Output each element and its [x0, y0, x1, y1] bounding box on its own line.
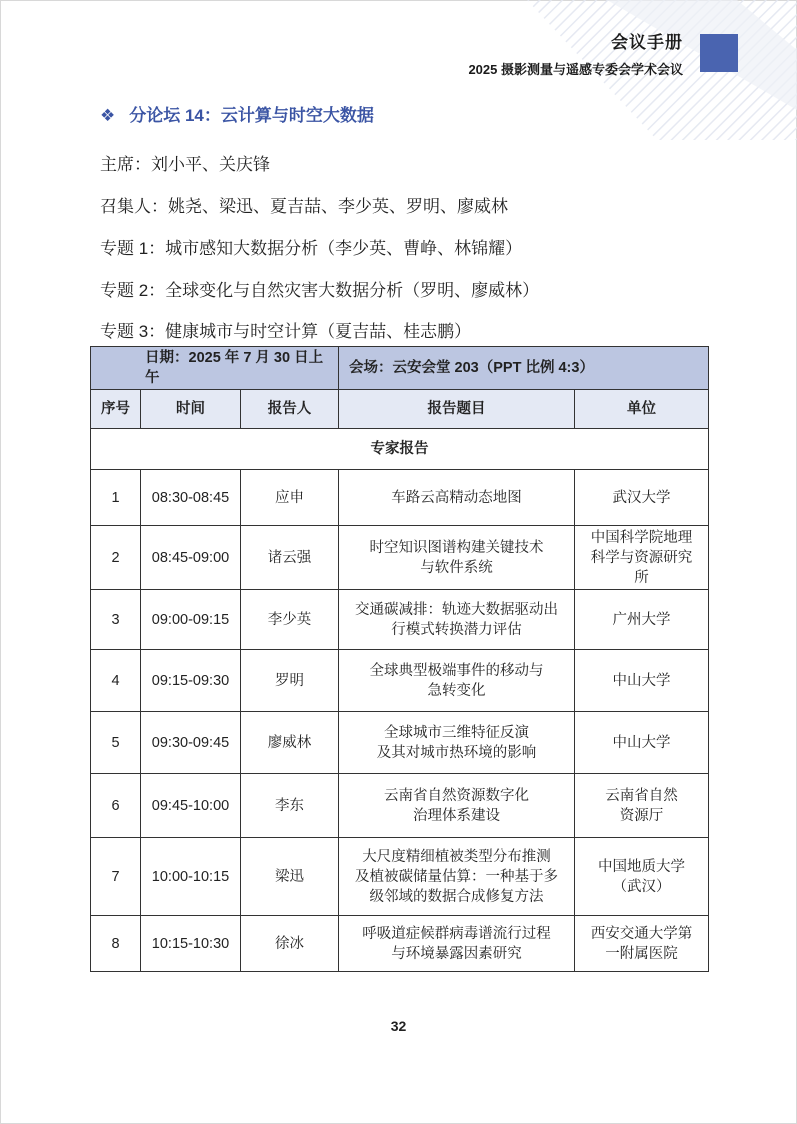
row-unit-line: 武汉大学 — [612, 489, 671, 506]
row-title-line: 级邻域的数据合成修复方法 — [369, 888, 544, 905]
topic-1-line: 专题 1：城市感知大数据分析（李少英、曹峥、林锦耀） — [100, 239, 523, 258]
schedule-body — [91, 470, 709, 972]
table-header-row — [91, 390, 709, 429]
row-unit-line: 一附属医院 — [605, 945, 678, 962]
row-title — [339, 774, 575, 838]
header-title: 报告题目 — [339, 390, 575, 429]
table-row — [91, 838, 709, 916]
row-speaker: 梁迅 — [241, 838, 339, 916]
row-time: 09:30-09:45 — [141, 712, 241, 774]
row-number: 3 — [91, 590, 141, 650]
row-unit — [575, 526, 709, 590]
table-row — [91, 712, 709, 774]
row-number: 7 — [91, 838, 141, 916]
row-time: 09:00-09:15 — [141, 590, 241, 650]
row-time: 09:15-09:30 — [141, 650, 241, 712]
row-title-line: 车路云高精动态地图 — [391, 489, 522, 506]
row-title-line: 全球典型极端事件的移动与 — [369, 662, 544, 679]
row-title-line: 及植被碳储量估算：一种基于多 — [355, 868, 559, 885]
forum-title — [100, 101, 374, 126]
row-title-line: 行模式转换潜力评估 — [391, 621, 522, 638]
row-time: 10:15-10:30 — [141, 916, 241, 972]
section-label: 专家报告 — [91, 429, 709, 470]
row-number: 2 — [91, 526, 141, 590]
table-row — [91, 470, 709, 526]
row-number: 1 — [91, 470, 141, 526]
row-unit — [575, 590, 709, 650]
row-speaker: 应申 — [241, 470, 339, 526]
header-no: 序号 — [91, 390, 141, 429]
row-number: 6 — [91, 774, 141, 838]
row-speaker: 李东 — [241, 774, 339, 838]
row-unit-line: 中山大学 — [612, 672, 671, 689]
page-number: 32 — [390, 1018, 407, 1034]
row-number: 5 — [91, 712, 141, 774]
diamond-icon: ❖ — [100, 106, 116, 125]
row-speaker: 李少英 — [241, 590, 339, 650]
row-title — [339, 470, 575, 526]
row-title-line: 及其对城市热环境的影响 — [376, 744, 537, 761]
row-unit — [575, 916, 709, 972]
row-unit — [575, 650, 709, 712]
row-unit-line: 中山大学 — [612, 734, 671, 751]
row-unit — [575, 470, 709, 526]
table-row — [91, 590, 709, 650]
row-unit-line: 中国地质大学 — [598, 858, 686, 875]
row-title — [339, 712, 575, 774]
row-title-line: 交通碳减排：轨迹大数据驱动出 — [355, 601, 559, 618]
row-title-line: 大尺度精细植被类型分布推测 — [362, 848, 551, 865]
row-title — [339, 590, 575, 650]
row-title — [339, 916, 575, 972]
row-title-line: 全球城市三维特征反演 — [384, 724, 530, 741]
row-title — [339, 526, 575, 590]
row-number: 8 — [91, 916, 141, 972]
table-row — [91, 916, 709, 972]
row-speaker: 诸云强 — [241, 526, 339, 590]
row-unit-line: 科学与资源研究 — [590, 549, 693, 566]
row-title-line: 时空知识图谱构建关键技术 — [369, 539, 544, 556]
session-date: 日期：2025 年 7 月 30 日上午 — [91, 347, 339, 390]
header-unit: 单位 — [575, 390, 709, 429]
row-title — [339, 838, 575, 916]
row-title-line: 呼吸道症候群病毒谱流行过程 — [362, 925, 551, 942]
row-unit-line: 云南省自然 — [605, 787, 678, 804]
row-speaker: 徐冰 — [241, 916, 339, 972]
row-number: 4 — [91, 650, 141, 712]
row-title-line: 与软件系统 — [420, 559, 493, 576]
section-row — [91, 429, 709, 470]
header-time: 时间 — [141, 390, 241, 429]
row-unit-line: 所 — [634, 569, 649, 586]
conveners-line: 召集人：姚尧、梁迅、夏吉喆、李少英、罗明、廖威林 — [100, 197, 508, 216]
table-row — [91, 526, 709, 590]
header-title: 会议手册 — [611, 33, 683, 52]
logo-square — [700, 34, 738, 72]
row-title — [339, 650, 575, 712]
table-row — [91, 650, 709, 712]
row-title-line: 治理体系建设 — [413, 807, 501, 824]
row-time: 09:45-10:00 — [141, 774, 241, 838]
row-time: 08:30-08:45 — [141, 470, 241, 526]
row-speaker: 罗明 — [241, 650, 339, 712]
row-speaker: 廖威林 — [241, 712, 339, 774]
row-unit-line: 资源厅 — [619, 807, 664, 824]
schedule-table — [90, 346, 709, 972]
row-title-line: 与环境暴露因素研究 — [391, 945, 522, 962]
row-unit-line: 西安交通大学第 — [590, 925, 693, 942]
row-unit — [575, 774, 709, 838]
forum-title-text: 分论坛 14：云计算与时空大数据 — [129, 106, 374, 125]
table-meta-row — [91, 347, 709, 390]
row-unit — [575, 712, 709, 774]
topic-3-line: 专题 3：健康城市与时空计算（夏吉喆、桂志鹏） — [100, 322, 472, 341]
table-row — [91, 774, 709, 838]
row-title-line: 急转变化 — [427, 682, 486, 699]
header-subtitle: 2025 摄影测量与遥感专委会学术会议 — [468, 62, 683, 77]
topic-2-line: 专题 2：全球变化与自然灾害大数据分析（罗明、廖威林） — [100, 281, 540, 300]
row-time: 10:00-10:15 — [141, 838, 241, 916]
chair-line: 主席：刘小平、关庆锋 — [100, 155, 270, 174]
session-venue: 会场：云安会堂 203（PPT 比例 4:3） — [339, 347, 709, 390]
header-speaker: 报告人 — [241, 390, 339, 429]
row-title-line: 云南省自然资源数字化 — [384, 787, 530, 804]
row-time: 08:45-09:00 — [141, 526, 241, 590]
row-unit-line: （武汉） — [612, 878, 671, 895]
row-unit-line: 中国科学院地理 — [590, 529, 693, 546]
row-unit — [575, 838, 709, 916]
row-unit-line: 广州大学 — [612, 611, 671, 628]
